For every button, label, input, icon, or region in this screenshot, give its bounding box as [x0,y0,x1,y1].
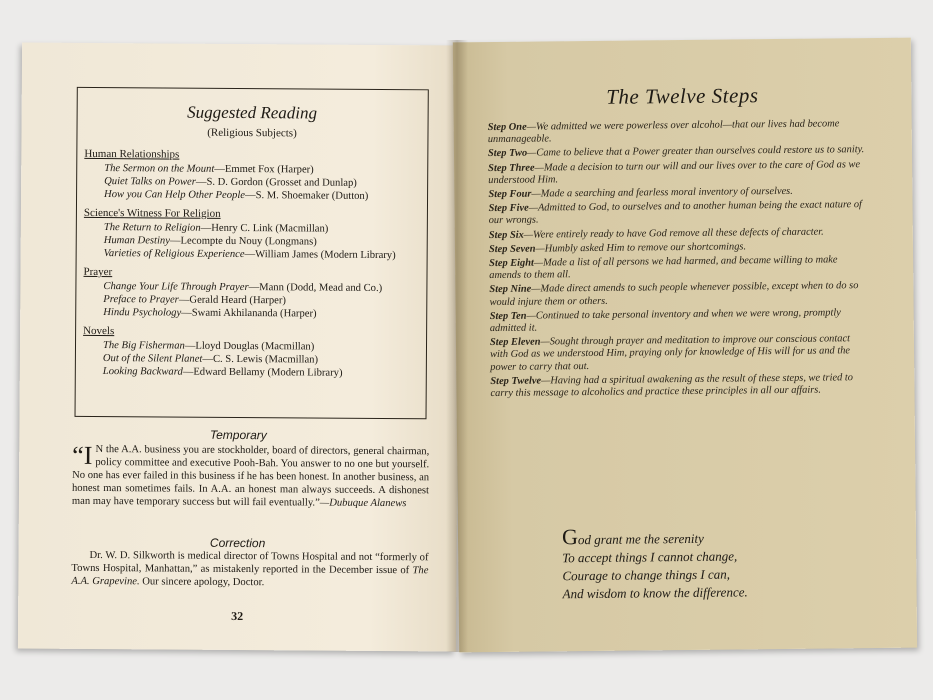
book-author: —Lecompte du Nouy (Longmans) [169,235,317,248]
step-text: —Humbly asked Him to remove our shortcomings. [535,241,747,255]
temporary-heading: Temporary [209,427,267,443]
book-title: The Sermon on the Mount [104,163,215,175]
step-label: Step Six [488,229,524,241]
step-text: —Made a decision to turn our will and our lives over to the care of God as we understood Him. [488,158,861,186]
correction-article [71,549,428,590]
step-item [490,333,868,374]
section-heading: Human Relationships [84,147,180,161]
step-text: —Came to believe that a Power greater than ourselves could restore us to sanity. [527,144,865,160]
step-label: Step Eight [489,257,534,270]
step-label: Step Nine [489,284,532,296]
twelve-steps-list [488,118,869,402]
book-entry [103,365,418,380]
step-text: —Made direct amends to such people whenever possible, except when to do so would injure them or others. [489,280,859,308]
step-item [489,281,867,309]
correction-heading: Correction [209,535,266,551]
step-label: Step Twelve [490,375,542,387]
temporary-article [71,440,430,510]
step-label: Step Eleven [489,336,541,349]
temporary-source: —Dubuque Alanews [319,497,407,510]
book-title: Quiet Talks on Power [104,176,196,188]
twelve-steps-title: The Twelve Steps [606,83,759,109]
step-text: —Admitted to God, to ourselves and to another human being the exact nature of our wrongs. [488,199,862,227]
book-gutter [446,40,468,652]
section-heading: Prayer [83,265,113,279]
step-text: —Having had a spiritual awakening as the result of these steps, we tried to carry this message to alcoholics and practice these principles in all our affairs. [490,372,854,400]
step-label: Step Seven [488,243,536,255]
step-text: —Made a searching and fearless moral inventory of ourselves. [531,185,793,200]
book-title: The Return to Religion [103,222,201,234]
book-entry [104,188,419,203]
step-item [490,307,868,335]
book-title: Varieties of Religious Experience [103,248,245,261]
step-text: —Were entirely ready to have God remove all these defects of character. [523,226,824,241]
book-author: —William James (Modern Library) [244,249,396,262]
suggested-reading-box [75,87,429,419]
book-author: —C. S. Lewis (Macmillan) [202,353,319,366]
temporary-text: N the A.A. business you are stockholder, board of directors, general chairman, policy committee and executive Pooh-Bah. You answer to no one but yourself. No one has ever failed in this business if he has been honest. In another business, an honest man sometimes fails. In A.A. an honest man always succeeds. A dishonest man may have temporary success but will fail eventually.” [71,444,430,509]
step-label: Step One [487,121,527,134]
step-label: Step Ten [489,310,527,322]
serenity-line [563,582,863,603]
reading-sections [83,148,420,380]
step-item [489,240,867,256]
right-page [453,38,917,653]
book-author: —Swami Akhilananda (Harper) [181,307,317,320]
left-page [18,42,460,651]
step-item [489,199,867,227]
step-text: —Sought through prayer and meditation to improve our conscious contact with God as we understood Him, praying only for knowledge of His will for us and the power to carry that out. [490,333,851,373]
book-author: —Henry C. Link (Macmillan) [200,222,329,235]
step-item [490,372,868,400]
book-title: Change Your Life Through Prayer [103,281,249,294]
step-label: Step Five [488,202,529,215]
section-heading: Science's Witness For Religion [83,206,221,220]
book-title: How you Can Help Other People [104,189,246,202]
temporary-dropcap: “I [72,440,93,470]
reading-title: Suggested Reading [187,102,318,123]
step-label: Step Three [488,162,535,174]
step-item [488,118,866,146]
step-item [488,185,866,201]
step-item [488,145,866,161]
serenity-line-text: To accept things I cannot change, [562,548,738,566]
correction-text-end: Our sincere apology, Doctor. [139,576,265,589]
book-author: —Mann (Dodd, Mead and Co.) [248,282,383,294]
book-title: The Big Fisherman [102,340,185,352]
step-text: —Made a list of all persons we had harmed, and became willing to make amends to them all. [489,254,838,282]
step-text: —We admitted we were powerless over alcohol—that our lives had become unmanageable. [487,118,840,146]
serenity-line-text: od grant me the serenity [577,530,704,548]
step-item [489,254,867,282]
correction-publication: The A.A. Grapevine. [71,565,429,588]
step-text: —Continued to take personal inventory and when we were wrong, promptly admitted it. [489,307,841,335]
book-title: Out of the Silent Planet [102,353,203,365]
reading-subtitle: (Religious Subjects) [207,126,297,140]
section-heading: Novels [83,324,115,338]
serenity-prayer [562,525,863,603]
book-title: Hindu Psychology [103,307,182,319]
book-author: —S. D. Gordon (Grosset and Dunlap) [195,176,357,189]
serenity-line-text: Courage to change things I can, [562,566,731,584]
book-title: Looking Backward [102,366,183,378]
serenity-line-text: And wisdom to know the difference. [562,584,748,602]
step-item [489,226,867,242]
book-title: Preface to Prayer [103,294,179,306]
book-author: —S. M. Shoemaker (Dutton) [244,190,369,202]
book-author: —Gerald Heard (Harper) [178,294,286,307]
book-author: —Lloyd Douglas (Macmillan) [184,340,315,353]
serenity-dropcap: G [561,524,579,550]
correction-text: Dr. W. D. Silkworth is medical director of Towns Hospital and not “formerly of Towns Hospital, Manhattan,” as mistakenly reported in the December issue of [71,549,429,577]
book-entry [104,247,419,262]
book-title: Human Destiny [103,235,170,247]
book-entry [103,306,418,321]
page-number: 32 [231,608,244,624]
step-item [488,159,866,187]
book-author: —Edward Bellamy (Modern Library) [182,366,343,379]
step-label: Step Four [488,188,532,201]
step-label: Step Two [487,148,528,160]
book-author: —Emmet Fox (Harper) [214,163,314,176]
